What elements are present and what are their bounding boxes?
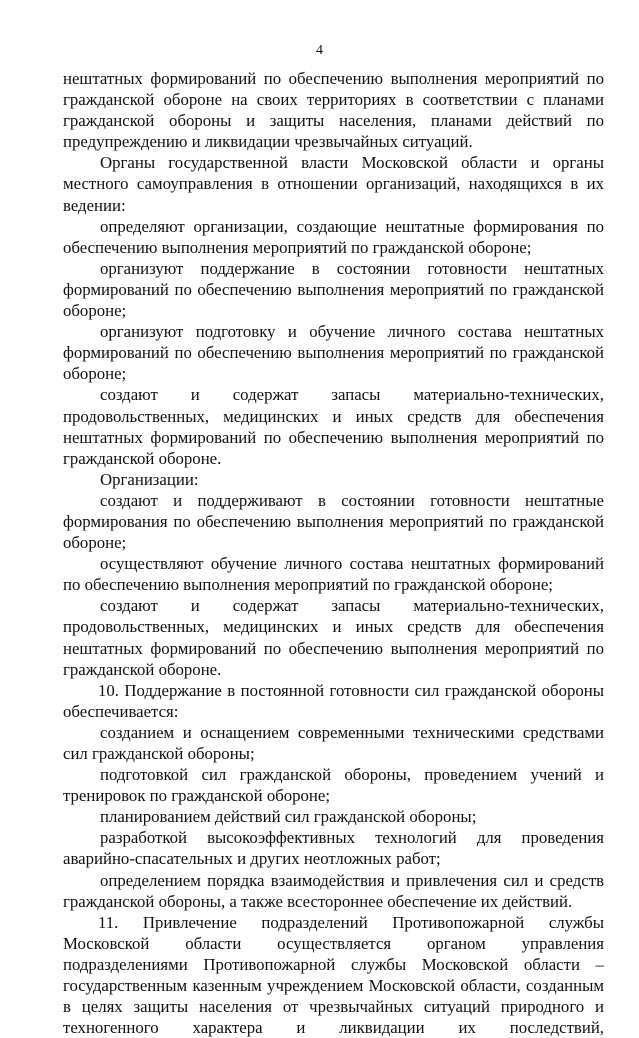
paragraph-authorities-item-1: определяют организации, создающие нештатные формирования по обеспечению выполнения мероприятий по гражданской обороне;: [63, 216, 604, 257]
paragraph-section-11: 11. Привлечение подразделений Противопожарной службы Московской области осуществляется органом управления подразделениями Противопожарной службы Московской области – государственным казенным учреждением Московской области, созданным в целях защиты населения от чрезвычайных ситуаций природного и техногенного характера и ликвидации их последствий,: [63, 912, 604, 1038]
paragraph-continuation: нештатных формирований по обеспечению выполнения мероприятий по гражданской обороне на своих территориях в соответствии с планами гражданской обороны и защиты населения, планами действий по предупреждению и ликвидации чрезвычайных ситуаций.: [63, 69, 604, 152]
paragraph-section-10-item-4: разработкой высокоэффективных технологий для проведения аварийно-спасательных и других неотложных работ;: [63, 828, 604, 869]
paragraph-authorities-intro: Органы государственной власти Московской области и органы местного самоуправления в отношении организаций, находящихся в их ведении:: [63, 153, 604, 215]
paragraph-organizations-item-2: осуществляют обучение личного состава нештатных формирований по обеспечению выполнения мероприятий по гражданской обороне;: [63, 554, 604, 595]
paragraph-authorities-item-3: организуют подготовку и обучение личного состава нештатных формирований по обеспечению выполнения мероприятий по гражданской обороне;: [63, 322, 604, 384]
paragraph-section-10-item-3: планированием действий сил гражданской обороны;: [100, 807, 477, 827]
page-number: 4: [316, 43, 323, 58]
paragraph-organizations-intro: Организации:: [100, 469, 199, 489]
paragraph-organizations-item-1: создают и поддерживают в состоянии готовности нештатные формирования по обеспечению выполнения мероприятий по гражданской обороне;: [63, 490, 604, 553]
paragraph-authorities-item-4: создают и содержат запасы материально-технических, продовольственных, медицинских и иных средств для обеспечения нештатных формирований по обеспечению выполнения мероприятий по гражданской обороне.: [63, 385, 604, 468]
document-body: [63, 68, 604, 1038]
paragraph-section-10-item-2: подготовкой сил гражданской обороны, проведением учений и тренировок по гражданской обороне;: [63, 765, 604, 806]
paragraph-section-10-item-5: определением порядка взаимодействия и привлечения сил и средств гражданской обороны, а также всестороннее обеспечение их действий.: [63, 870, 604, 911]
paragraph-section-10: 10. Поддержание в постоянной готовности сил гражданской обороны обеспечивается:: [63, 680, 604, 721]
paragraph-section-10-item-1: созданием и оснащением современными техническими средствами сил гражданской обороны;: [63, 722, 604, 763]
paragraph-authorities-item-2: организуют поддержание в состоянии готовности нештатных формирований по обеспечению выполнения мероприятий по гражданской обороне;: [63, 258, 604, 321]
paragraph-organizations-item-3: создают и содержат запасы материально-технических, продовольственных, медицинских и иных средств для обеспечения нештатных формирований по обеспечению выполнения мероприятий по гражданской обороне.: [63, 596, 604, 679]
